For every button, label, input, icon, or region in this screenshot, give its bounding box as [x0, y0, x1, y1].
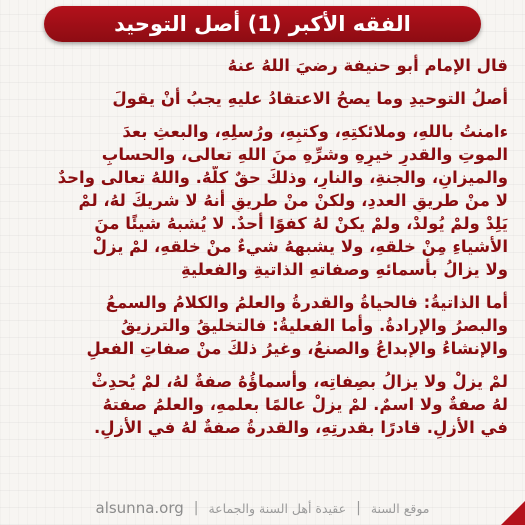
- footer: [0, 491, 525, 525]
- text-line: لا منْ طريقِ العددِ، ولكنْ منْ طريقِ أنهُ لا شريكَ لهُ، لمْ: [78, 191, 508, 210]
- site-url-link[interactable]: alsunna.org: [95, 499, 184, 517]
- footer-tagline: عقيدة أهل السنة والجماعة: [208, 500, 347, 516]
- text-line: والبصرُ والإرادةُ. وأما الفعليةُ: فالتخليقُ والترزيقُ: [120, 316, 508, 335]
- text-line: ءامنتُ باللهِ، وملائكتِهِ، وكتبِهِ، ورُسلِهِ، والبعثِ بعدَ: [122, 122, 508, 141]
- corner-decoration: [501, 501, 525, 525]
- section-heading: أصلُ التوحيدِ وما يصحُ الاعتقادُ عليهِ يجبُ أنْ يقولَ: [112, 89, 508, 108]
- text-line: أما الذاتيةُ: فالحياةُ والقدرةُ والعلمُ والكلامُ والسمعُ: [105, 293, 508, 312]
- text-line: الأشياءِ مِنْ خلقهِ، ولا يشبههُ شيءٌ منْ خلقهِ، لمْ يزلْ: [92, 237, 508, 256]
- paragraph-3: [18, 370, 508, 439]
- text-line: لمْ يزلْ ولا يزالُ بصِفاتِه، وأسماؤُهُ صفةٌ لهُ، لمْ يُحدِثْ: [91, 372, 508, 391]
- text-line: في الأزلِ. قادرًا بقدرتِهِ، والقدرةُ صفةٌ لهُ في الأزلِ.: [94, 418, 508, 437]
- paragraph-1: [18, 120, 508, 281]
- text-line: والميزانِ، والجنةِ، والنارِ، وذلكَ حقٌ كلُّهُ. واللهُ تعالى واحدٌ: [57, 168, 508, 187]
- paragraph-2: [18, 291, 508, 360]
- text-line: الموتِ والقدرِ خيرِهِ وشرِّهِ منَ اللهِ تعالى، والحسابِ: [101, 145, 508, 164]
- footer-site-name: موقع السنة: [370, 500, 430, 516]
- footer-separator: |: [193, 500, 199, 516]
- text-line: يَلِدْ ولمْ يُولدْ، ولمْ يكنْ لهُ كفوًا أحدٌ. لا يُشبهُ شيئًا منَ: [94, 214, 508, 233]
- footer-separator: |: [356, 500, 361, 516]
- page-title: الفقه الأكبر (1) أصل التوحيد: [114, 12, 411, 36]
- intro-line: قال الإمام أبو حنيفة رضيَ اللهُ عنهُ: [227, 56, 508, 75]
- text-line: ولا يزالُ بأسمائهِ وصفاتهِ الذاتيةِ والفعليةِ: [181, 260, 508, 279]
- title-banner: [44, 6, 481, 42]
- text-line: لهُ صفةٌ ولا اسمٌ. لمْ يزلْ عالمًا بعلمهِ، والعلمُ صفتهُ: [102, 395, 508, 414]
- main-text: [18, 54, 508, 449]
- text-line: والإنشاءُ والإبداعُ والصنعُ، وغيرُ ذلكَ منْ صفاتِ الفعلِ: [86, 339, 508, 358]
